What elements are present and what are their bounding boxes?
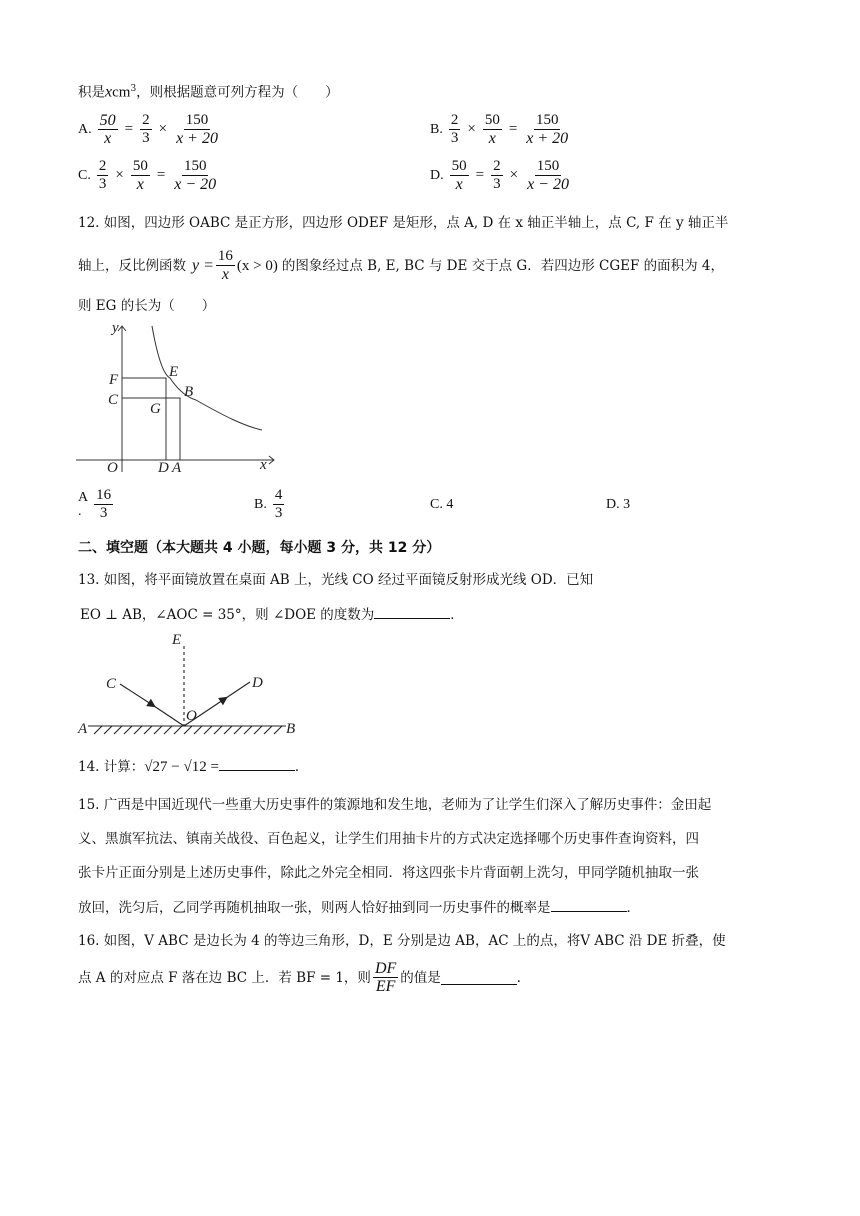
label-b: B	[286, 721, 296, 737]
label-a: A	[172, 460, 182, 476]
fraction: $\frac{150}{x - 20}$	[174, 158, 217, 193]
fraction: $\frac{150}{x + 20}$	[176, 112, 218, 147]
q11-stem-tail: 积是xcm$^3$，则根据题意可列方程为（ ）	[78, 83, 339, 101]
q14-stem: 14. 计算：√27 − √12 = ．	[78, 759, 309, 775]
q11-option-a[interactable]: A. $\frac{50}{x}$ = $\frac{2}{3}$ × $\frac{150}{x + 20}$	[78, 112, 218, 147]
ray-co	[154, 706, 184, 726]
fraction: $\frac{2}{3}$	[142, 112, 150, 146]
label-d: D	[158, 460, 169, 476]
fraction: $\frac{16}{3}$	[96, 487, 112, 521]
label-o: O	[186, 708, 197, 724]
q12-stem-line3: 则 EG 的长为（ ）	[78, 298, 216, 314]
q16-stem-line1: 16. 如图，V ABC 是边长为 4 的等边三角形，D，E 分别是边 AB，AC 上的点，将V ABC 沿 DE 折叠，使	[78, 933, 726, 949]
answer-blank[interactable]	[551, 898, 627, 912]
q12-figure	[74, 320, 284, 480]
q12-stem-line1: 12. 如图，四边形 OABC 是正方形，四边形 ODEF 是矩形，点 A, D 在 x 轴正半轴上，点 C, F 在 y 轴正半	[78, 215, 729, 231]
q11-option-c[interactable]: C. $\frac{2}{3}$ × $\frac{50}{x}$ = $\frac{150}{x - 20}$	[78, 158, 217, 193]
label-c: C	[106, 676, 117, 692]
q15-stem-line1: 15. 广西是中国近现代一些重大历史事件的策源地和发生地，老师为了让学生们深入了解历史事件：金田起	[78, 797, 712, 813]
label-y: y	[112, 320, 119, 336]
q15-stem-line4: 放回，洗匀后，乙同学再随机抽取一张，则两人恰好抽到同一历史事件的概率是 ．	[78, 900, 640, 916]
label-b: B	[184, 384, 194, 400]
q13-stem-line2: EO ⊥ AB，∠AOC = 35°，则 ∠DOE 的度数为 ．	[80, 607, 464, 623]
fraction: $\frac{150}{x - 20}$	[527, 158, 569, 193]
fraction: $\frac{DF}{EF}$	[374, 960, 397, 995]
answer-blank[interactable]	[374, 605, 450, 619]
answer-blank[interactable]	[219, 757, 295, 771]
q12-option-c[interactable]: C. 4	[430, 497, 454, 512]
label-a: A	[78, 721, 88, 737]
label-e: E	[172, 632, 182, 648]
q15-stem-line3: 张卡片正面分别是上述历史事件，除此之外完全相同．将这四张卡片背面朝上洗匀，甲同学随机抽取一张	[78, 865, 699, 881]
rectangle-odef	[122, 378, 166, 460]
fraction: $\frac{4}{3}$	[274, 487, 283, 521]
ray-od	[226, 682, 250, 698]
fraction: $\frac{2}{3}$	[98, 158, 107, 192]
label-f: F	[109, 372, 119, 388]
label-o: O	[107, 460, 118, 476]
section-heading: 二、填空题（本大题共 4 小题，每小题 3 分，共 12 分）	[78, 540, 441, 556]
mirror-hatching	[94, 726, 282, 734]
label-e: E	[169, 364, 179, 380]
q11-option-d[interactable]: D. $\frac{50}{x}$ = $\frac{2}{3}$ × $\frac{150}{x - 20}$	[430, 158, 569, 193]
q15-stem-line2: 义、黑旗军抗法、镇南关战役、百色起义，让学生们用抽卡片的方式决定选择哪个历史事件查询资料，四	[78, 831, 699, 847]
q12-option-d[interactable]: D. 3	[606, 497, 631, 512]
fraction: $\frac{2}{3}$	[493, 158, 501, 192]
answer-blank[interactable]	[441, 971, 517, 985]
q13-figure	[74, 630, 304, 740]
label-d: D	[252, 675, 263, 691]
q12-option-a[interactable]: A . $\frac{16}{3}$	[78, 487, 112, 521]
q12-option-b[interactable]: B. $\frac{4}{3}$	[254, 487, 283, 521]
fraction: $\frac{150}{x + 20}$	[526, 112, 569, 147]
q16-stem-line2: 点 A 的对应点 F 落在边 BC 上．若 BF = 1，则 $\frac{DF}{EF}$ 的值是 ．	[78, 960, 531, 995]
fraction: $\frac{50}{x}$	[451, 158, 467, 193]
fraction: $\frac{16}{x}$	[217, 248, 233, 283]
fraction: $\frac{50}{x}$	[484, 112, 500, 147]
label-x: x	[260, 457, 267, 473]
q12-stem-line2: 轴上，反比例函数 y = $\frac{16}{x}$ (x > 0) 的图象经过点 B, E, BC 与 DE 交于点 G．若四边形 CGEF 的面积为 4，	[78, 248, 725, 283]
label-c: C	[108, 392, 119, 408]
q13-stem-line1: 13. 如图，将平面镜放置在桌面 AB 上，光线 CO 经过平面镜反射形成光线 OD．已知	[78, 572, 594, 588]
fraction: $\frac{50}{x}$	[132, 158, 148, 193]
fraction: $\frac{50}{x}$	[99, 112, 116, 147]
ray-co-arrow	[120, 684, 154, 706]
fraction: $\frac{2}{3}$	[450, 112, 459, 146]
label-g: G	[150, 401, 161, 417]
q11-option-b[interactable]: B. $\frac{2}{3}$ × $\frac{50}{x}$ = $\frac{150}{x + 20}$	[430, 112, 569, 147]
